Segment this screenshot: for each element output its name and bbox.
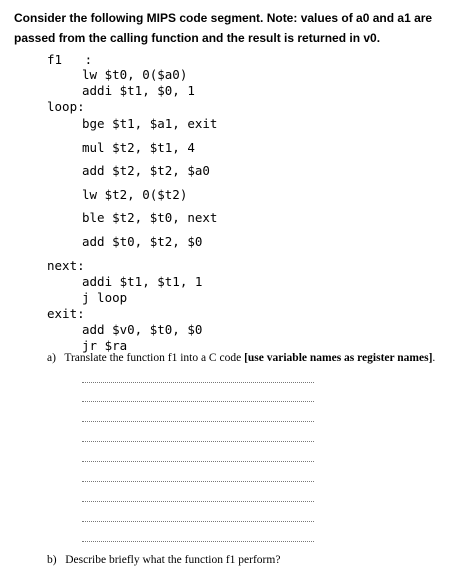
code-line-label-exit: exit: <box>47 306 85 321</box>
code-line-jr-ra: jr $ra <box>82 338 128 353</box>
answer-line[interactable] <box>82 401 314 402</box>
code-line-add-t0: add $t0, $t2, $0 <box>82 234 203 249</box>
question-a <box>47 352 435 364</box>
answer-line[interactable] <box>82 382 314 383</box>
question-a-text: Translate the function f1 into a C code <box>64 352 245 364</box>
code-line-addi-inc: addi $t1, $t1, 1 <box>82 274 203 289</box>
code-line-ble: ble $t2, $t0, next <box>82 210 218 225</box>
question-a-number: a) <box>47 352 56 364</box>
question-a-emphasis: [use variable names as register names] <box>244 352 433 364</box>
question-a-period: . <box>432 352 436 364</box>
code-line-lw-t2: lw $t2, 0($t2) <box>82 187 188 202</box>
question-b-number: b) <box>47 554 57 566</box>
code-line-label-next: next: <box>47 258 85 273</box>
answer-line[interactable] <box>82 421 314 422</box>
answer-line[interactable] <box>82 501 314 502</box>
code-line-mul: mul $t2, $t1, 4 <box>82 140 195 155</box>
question-intro <box>14 8 464 48</box>
answer-line[interactable] <box>82 541 314 542</box>
answer-line[interactable] <box>82 521 314 522</box>
code-line-label-loop: loop: <box>47 99 85 114</box>
code-line-addi-t1: addi $t1, $0, 1 <box>82 83 195 98</box>
code-line-j-loop: j loop <box>82 290 128 305</box>
answer-line[interactable] <box>82 441 314 442</box>
intro-line-2: passed from the calling function and the result is returned in v0. <box>14 31 381 45</box>
intro-line-1: Consider the following MIPS code segment. Note: values of a0 and a1 are <box>14 11 433 25</box>
code-line-label-f1: f1 : <box>47 52 93 67</box>
code-line-add-v0: add $v0, $t0, $0 <box>82 322 203 337</box>
question-b-text: Describe briefly what the function f1 perform? <box>65 554 281 566</box>
code-line-lw-t0: lw $t0, 0($a0) <box>82 67 188 82</box>
answer-line[interactable] <box>82 461 314 462</box>
code-line-add-t2: add $t2, $t2, $a0 <box>82 163 210 178</box>
code-line-bge: bge $t1, $a1, exit <box>82 116 218 131</box>
answer-line[interactable] <box>82 481 314 482</box>
question-b <box>47 554 280 566</box>
